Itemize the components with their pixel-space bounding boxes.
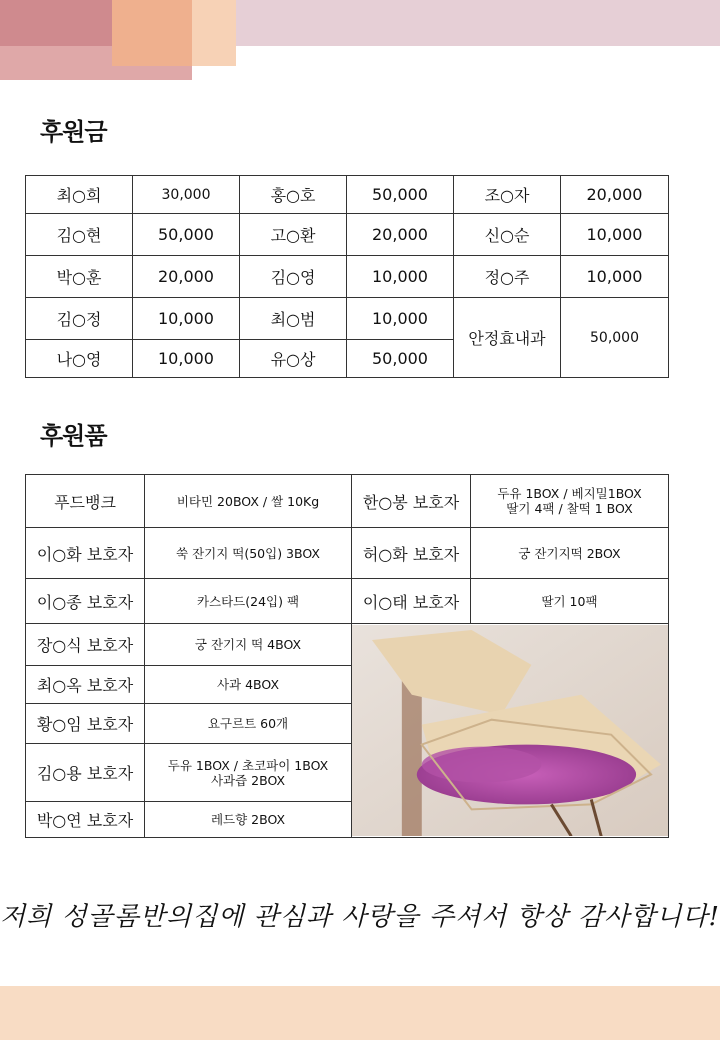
donor-amount-merged: 50,000 — [561, 298, 669, 378]
donor-name-merged: 안정효내과 — [454, 298, 561, 378]
giver-name: 최○옥 보호자 — [26, 666, 145, 704]
donor-name: 김○정 — [26, 298, 133, 340]
gift-item-line: 두유 1BOX / 초코파이 1BOX — [167, 757, 329, 773]
bouquet-photo-cell — [352, 624, 669, 838]
gift-item-line: 딸기 4팩 / 찰떡 1 BOX — [506, 501, 633, 516]
giver-name: 이○태 보호자 — [352, 579, 471, 624]
giver-name: 푸드뱅크 — [26, 475, 145, 528]
gift-item: 쑥 잔기지 떡(50입) 3BOX — [145, 528, 352, 579]
donation-goods-title: 후원품 — [40, 422, 107, 450]
donor-name: 최○희 — [26, 176, 133, 214]
donor-name: 김○현 — [26, 214, 133, 256]
gift-item: 카스타드(24입) 팩 — [145, 579, 352, 624]
table-row — [26, 298, 669, 340]
giver-name: 이○화 보호자 — [26, 528, 145, 579]
flower-bouquet-photo — [352, 625, 668, 836]
donor-amount: 30,000 — [133, 176, 240, 214]
gift-item: 딸기 10팩 — [471, 579, 669, 624]
gift-item: 사과 4BOX — [145, 666, 352, 704]
donor-name: 유○상 — [240, 340, 347, 378]
donor-amount: 50,000 — [347, 340, 454, 378]
gift-item: 궁 잔기지떡 2BOX — [471, 528, 669, 579]
giver-name: 허○화 보호자 — [352, 528, 471, 579]
giver-name: 김○용 보호자 — [26, 744, 145, 802]
gift-item-line: 두유 1BOX / 베지밀1BOX — [497, 486, 642, 501]
donor-amount: 50,000 — [347, 176, 454, 214]
table-row — [26, 214, 669, 256]
donor-amount: 50,000 — [133, 214, 240, 256]
donor-name: 정○주 — [454, 256, 561, 298]
gift-item — [145, 744, 352, 802]
table-row — [26, 256, 669, 298]
table-row — [26, 579, 669, 624]
header-block-rose — [0, 0, 112, 46]
donor-amount: 10,000 — [561, 256, 669, 298]
donor-amount: 10,000 — [347, 298, 454, 340]
giver-name: 황○임 보호자 — [26, 704, 145, 744]
giver-name: 장○식 보호자 — [26, 624, 145, 666]
donor-name: 홍○호 — [240, 176, 347, 214]
gift-item — [471, 475, 669, 528]
donor-name: 조○자 — [454, 176, 561, 214]
header-block-orange — [112, 0, 192, 66]
donor-amount: 20,000 — [133, 256, 240, 298]
table-row — [26, 528, 669, 579]
donation-goods-table — [25, 474, 669, 838]
donor-name: 신○순 — [454, 214, 561, 256]
header-block-peach — [192, 0, 236, 66]
thank-you-message: 저희 성골롬반의집에 관심과 사랑을 주셔서 항상 감사합니다! — [0, 902, 720, 932]
donor-name: 최○범 — [240, 298, 347, 340]
table-row — [26, 475, 669, 528]
table-row — [26, 176, 669, 214]
donor-amount: 20,000 — [561, 176, 669, 214]
donor-name: 김○영 — [240, 256, 347, 298]
donor-amount: 10,000 — [561, 214, 669, 256]
donor-name: 박○훈 — [26, 256, 133, 298]
donor-amount: 20,000 — [347, 214, 454, 256]
donation-money-title: 후원금 — [40, 118, 107, 146]
gift-item: 비타민 20BOX / 쌀 10Kg — [145, 475, 352, 528]
giver-name: 이○종 보호자 — [26, 579, 145, 624]
giver-name: 박○연 보호자 — [26, 802, 145, 838]
footer-band — [0, 986, 720, 1040]
gift-item: 궁 잔기지 떡 4BOX — [145, 624, 352, 666]
donation-money-table — [25, 175, 669, 378]
giver-name: 한○봉 보호자 — [352, 475, 471, 528]
donor-amount: 10,000 — [133, 340, 240, 378]
gift-item-line: 사과즙 2BOX — [210, 772, 286, 788]
donor-amount: 10,000 — [347, 256, 454, 298]
gift-item: 레드향 2BOX — [145, 802, 352, 838]
gift-item: 요구르트 60개 — [145, 704, 352, 744]
donor-amount: 10,000 — [133, 298, 240, 340]
donor-name: 나○영 — [26, 340, 133, 378]
donor-name: 고○환 — [240, 214, 347, 256]
table-row — [26, 624, 669, 666]
